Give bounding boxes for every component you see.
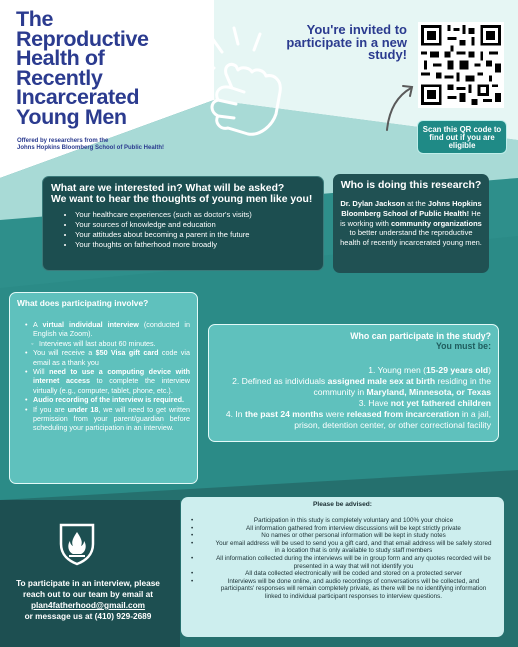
university-shield-icon: [58, 522, 96, 566]
list-item: • Participation in this study is completely voluntary and 100% your choice: [191, 517, 494, 525]
list-item: • If you are under 18, we will need to get written permission from your parent/guardian before scheduling your participation in an interview.: [25, 405, 190, 433]
contact-phone: or message us at (410) 929-2689: [24, 611, 152, 621]
list-item: • All information gathered from interview discussions will be kept strictly private: [191, 525, 494, 533]
contact-instructions: To participate in an interview, please reach out to our team by email at: [16, 578, 160, 599]
pointing-hand-icon: [190, 22, 286, 140]
researcher-institution: Johns Hopkins Bloomberg School of Public Health!: [341, 199, 482, 218]
offered-by-line2: Johns Hopkins Bloomberg School of Public Health!: [17, 145, 165, 151]
list-item: • Audio recording of the interview is required.: [25, 395, 190, 404]
offered-by: [17, 138, 217, 152]
scan-qr-callout: Scan this QR code to find out if you are eligible: [417, 120, 507, 154]
advisory-card: [181, 497, 504, 637]
list-item: • All data collected electronically will be coded and stored on a protected server: [191, 570, 494, 578]
interest-heading-2: We want to hear the thoughts of young men like you!: [51, 194, 313, 205]
list-item: ◦ Interviews will last about 60 minutes.: [25, 339, 190, 348]
list-item: • A virtual individual interview (conducted in English via Zoom).: [25, 320, 190, 339]
list-item: • Your attitudes about becoming a parent in the future: [75, 230, 315, 240]
involvement-card: [9, 292, 198, 484]
list-item: • Your sources of knowledge and education: [75, 220, 315, 230]
eligibility-card: [208, 324, 499, 442]
list-item: • Interviews will be done online, and audio recordings of conversations will be collected, and participants' responses will remain completely private, as there will be no identifying information linked to individual participant responses to interview questions.: [191, 578, 494, 601]
researcher-text: [339, 199, 483, 248]
page-title: The Reproductive Health of Recently Incarcerated Young Men: [16, 7, 149, 129]
eligibility-heading: [216, 331, 491, 351]
list-item: 2. Defined as individuals assigned male sex at birth residing in the community in Maryland, Minnesota, or Texas: [232, 376, 491, 398]
advisory-heading: Please be advised:: [312, 501, 372, 508]
invite-text: You're invited to participate in a new study!: [286, 22, 407, 62]
interest-heading-1: What are we interested in? What will be asked?: [51, 183, 285, 194]
eligibility-must: You must be:: [435, 341, 491, 351]
researcher-at: at the: [407, 199, 426, 208]
researcher-working-with: He is working with: [340, 208, 481, 228]
list-item: • Your email address will be used to send you a gift card, and that email address will be safely stored in a location that is only available to study staff members: [191, 540, 494, 555]
researcher-name: Dr. Dylan Jackson: [340, 199, 405, 208]
list-item: • Will need to use a computing device with internet access to complete the interview virtually (e.g., computer, tablet, phone, etc.).: [25, 367, 190, 395]
qr-code[interactable]: [418, 22, 504, 108]
list-item: • You will receive a $50 Visa gift card code via email as a thank you: [25, 348, 190, 367]
list-item: 1. Young men (15-29 years old): [368, 365, 491, 375]
interest-card: [42, 176, 324, 271]
advisory-list: [191, 517, 494, 601]
researcher-partners: community organizations: [391, 218, 482, 228]
list-item: • All information collected during the interviews will be in group form and any quotes recorded will be presented in a way that will not identify you: [191, 555, 494, 570]
offered-by-line1: Offered by researchers from the: [17, 138, 109, 144]
involvement-list: [17, 320, 190, 433]
researcher-card: [333, 174, 489, 273]
researcher-purpose: to better understand the reproductive health of recently incarcerated young men.: [340, 228, 482, 248]
list-item: • No names or other personal information will be kept in study notes: [191, 532, 494, 540]
involvement-heading: What does participating involve?: [17, 298, 149, 308]
eligibility-heading-text: Who can participate in the study?: [350, 331, 491, 341]
interest-heading: [51, 183, 315, 205]
eligibility-list: [216, 365, 491, 432]
list-item: 3. Have not yet fathered children: [358, 398, 491, 409]
contact-info: [8, 578, 168, 622]
list-item: • Your healthcare experiences (such as doctor's visits): [75, 210, 315, 220]
interest-list: [51, 210, 315, 250]
list-item: • Your thoughts on fatherhood more broadly: [75, 240, 315, 250]
contact-email-link[interactable]: plan4fatherhood@gmail.com: [30, 600, 146, 610]
researcher-heading: Who is doing this research?: [340, 179, 482, 191]
curved-arrow-icon: [381, 82, 415, 134]
list-item: 4. In the past 24 months were released from incarceration in a jail, prison, detention center, or other correctional facility: [225, 409, 491, 431]
